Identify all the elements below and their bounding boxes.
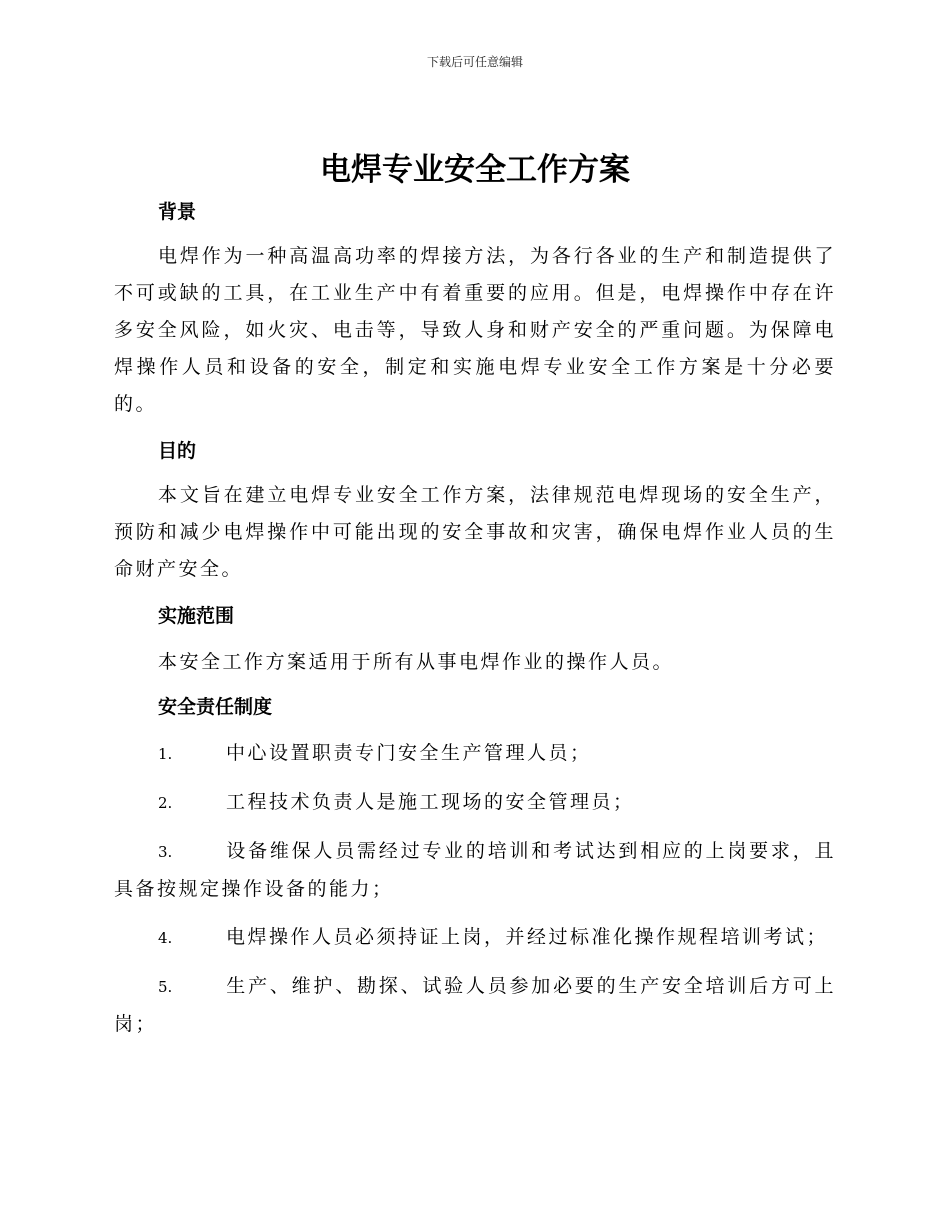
list-item xyxy=(114,919,836,957)
paragraph-purpose: 本文旨在建立电焊专业安全工作方案，法律规范电焊现场的安全生产，预防和减少电焊操作中可能出现的安全事故和灾害，确保电焊作业人员的生命财产安全。 xyxy=(114,484,836,580)
list-item-number: 5. xyxy=(158,978,173,996)
page-header-note: 下载后可任意编辑 xyxy=(426,55,523,69)
list-item xyxy=(114,735,836,773)
section-heading-background: 背景 xyxy=(158,201,197,223)
section-heading-purpose: 目的 xyxy=(158,440,197,462)
responsibility-list xyxy=(114,735,836,1043)
list-item-text: 生产、维护、勘探、试验人员参加必要的生产安全培训后方可上岗； xyxy=(114,975,836,1035)
document-body xyxy=(114,196,836,1043)
paragraph-scope: 本安全工作方案适用于所有从事电焊作业的操作人员。 xyxy=(158,651,675,673)
document-title: 电焊专业安全工作方案 xyxy=(320,152,630,188)
list-item xyxy=(114,784,836,822)
paragraph-background: 电焊作为一种高温高功率的焊接方法，为各行各业的生产和制造提供了不可或缺的工具，在工业生产中有着重要的应用。但是，电焊操作中存在许多安全风险，如火灾、电击等，导致人身和财产安全的严重问题。为保障电焊操作人员和设备的安全，制定和实施电焊专业安全工作方案是十分必要的。 xyxy=(114,245,836,415)
list-item-text: 设备维保人员需经过专业的培训和考试达到相应的上岗要求，且具备按规定操作设备的能力； xyxy=(114,840,836,900)
list-item-number: 4. xyxy=(158,929,173,947)
list-item-text: 电焊操作人员必须持证上岗，并经过标准化操作规程培训考试； xyxy=(226,926,829,948)
list-item-text: 工程技术负责人是施工现场的安全管理员； xyxy=(226,791,635,813)
list-item xyxy=(114,968,836,1043)
list-item xyxy=(114,833,836,908)
list-item-number: 3. xyxy=(158,843,173,861)
list-item-number: 1. xyxy=(158,745,173,763)
list-item-number: 2. xyxy=(158,794,173,812)
list-item-text: 中心设置职责专门安全生产管理人员； xyxy=(226,742,592,764)
section-heading-scope: 实施范围 xyxy=(158,605,235,627)
section-heading-responsibility: 安全责任制度 xyxy=(158,696,273,718)
